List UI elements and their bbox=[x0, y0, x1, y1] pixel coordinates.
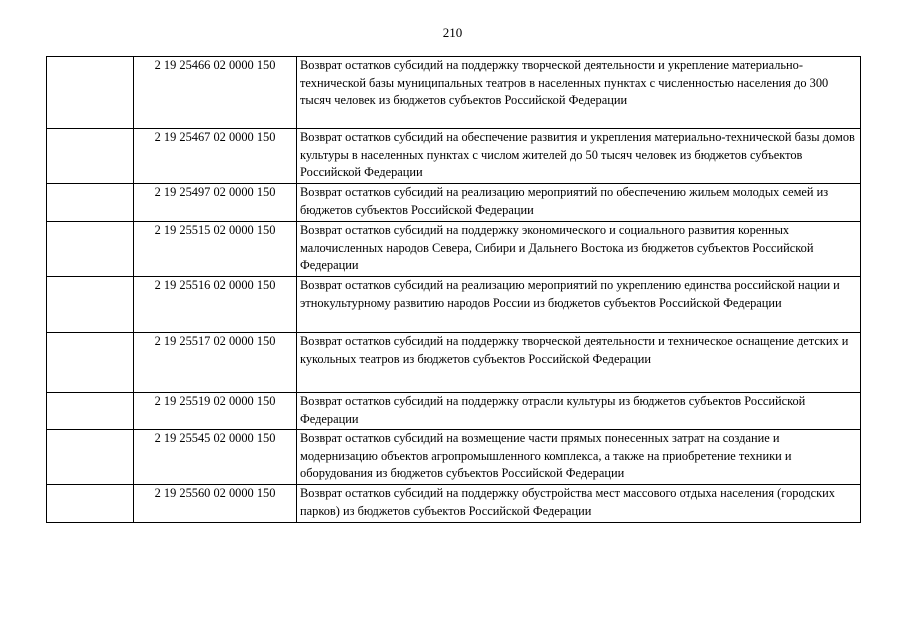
description-cell: Возврат остатков субсидий на поддержку творческой деятельности и укрепление материально-технической базы муниципальных театров в населенных пунктах с численностью населения до 300 тысяч человек из бюджетов субъектов Российской Федерации bbox=[297, 57, 861, 129]
budget-code-cell: 2 19 25497 02 0000 150 bbox=[134, 184, 297, 222]
budget-code-cell: 2 19 25466 02 0000 150 bbox=[134, 57, 297, 129]
table-row bbox=[47, 430, 861, 485]
admin-code-cell bbox=[47, 333, 134, 393]
table-row bbox=[47, 222, 861, 277]
admin-code-cell bbox=[47, 222, 134, 277]
budget-code-cell: 2 19 25516 02 0000 150 bbox=[134, 277, 297, 333]
table-row bbox=[47, 333, 861, 393]
admin-code-cell bbox=[47, 129, 134, 184]
admin-code-cell bbox=[47, 277, 134, 333]
table-row bbox=[47, 184, 861, 222]
admin-code-cell bbox=[47, 57, 134, 129]
description-cell: Возврат остатков субсидий на обеспечение развития и укрепления материально-технической базы домов культуры в населенных пунктах с числом жителей до 50 тысяч человек из бюджетов субъектов Российской Федерации bbox=[297, 129, 861, 184]
description-cell: Возврат остатков субсидий на поддержку экономического и социального развития коренных малочисленных народов Севера, Сибири и Дальнего Востока из бюджетов субъектов Российской Федерации bbox=[297, 222, 861, 277]
admin-code-cell bbox=[47, 393, 134, 430]
budget-code-cell: 2 19 25560 02 0000 150 bbox=[134, 485, 297, 523]
description-cell: Возврат остатков субсидий на возмещение части прямых понесенных затрат на создание и модернизацию объектов агропромышленного комплекса, а также на приобретение техники и оборудования из бюджетов субъектов Российской Федерации bbox=[297, 430, 861, 485]
table-row bbox=[47, 277, 861, 333]
description-cell: Возврат остатков субсидий на поддержку творческой деятельности и техническое оснащение детских и кукольных театров из бюджетов субъектов Российской Федерации bbox=[297, 333, 861, 393]
description-cell: Возврат остатков субсидий на реализацию мероприятий по обеспечению жильем молодых семей из бюджетов субъектов Российской Федерации bbox=[297, 184, 861, 222]
budget-code-cell: 2 19 25517 02 0000 150 bbox=[134, 333, 297, 393]
table-row bbox=[47, 393, 861, 430]
description-cell: Возврат остатков субсидий на реализацию мероприятий по укреплению единства российской нации и этнокультурному развитию народов России из бюджетов субъектов Российской Федерации bbox=[297, 277, 861, 333]
admin-code-cell bbox=[47, 184, 134, 222]
table-row bbox=[47, 129, 861, 184]
budget-code-cell: 2 19 25519 02 0000 150 bbox=[134, 393, 297, 430]
description-cell: Возврат остатков субсидий на поддержку обустройства мест массового отдыха населения (городских парков) из бюджетов субъектов Российской Федерации bbox=[297, 485, 861, 523]
table-row bbox=[47, 485, 861, 523]
description-cell: Возврат остатков субсидий на поддержку отрасли культуры из бюджетов субъектов Российской Федерации bbox=[297, 393, 861, 430]
page-number: 210 bbox=[442, 25, 463, 40]
admin-code-cell bbox=[47, 485, 134, 523]
budget-code-cell: 2 19 25467 02 0000 150 bbox=[134, 129, 297, 184]
budget-code-cell: 2 19 25515 02 0000 150 bbox=[134, 222, 297, 277]
table-row bbox=[47, 57, 861, 129]
admin-code-cell bbox=[47, 430, 134, 485]
budget-classification-table bbox=[46, 56, 861, 523]
budget-code-cell: 2 19 25545 02 0000 150 bbox=[134, 430, 297, 485]
